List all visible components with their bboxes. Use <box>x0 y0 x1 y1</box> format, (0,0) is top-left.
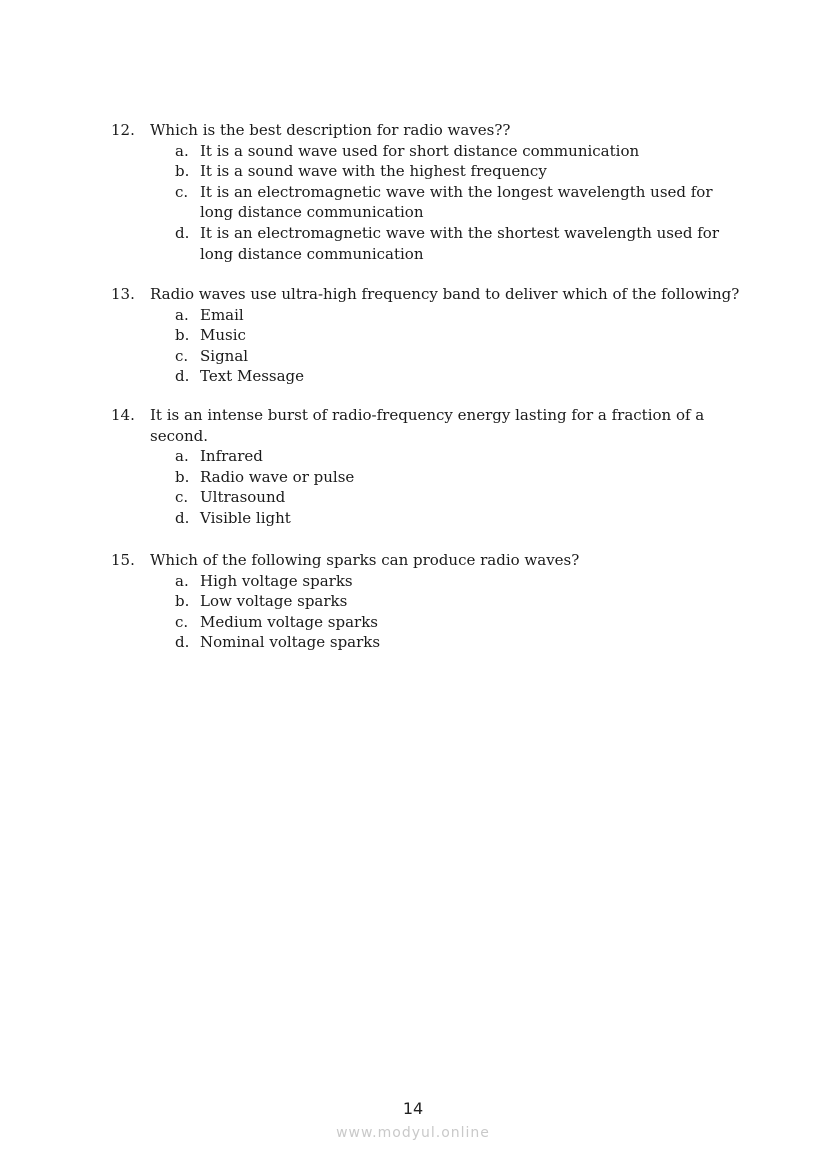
question-header <box>111 120 741 141</box>
question-number: 15. <box>111 551 135 569</box>
choice-letter: c. <box>175 612 189 631</box>
question-header <box>111 284 741 305</box>
choice-text: It is a sound wave used for short distance communication <box>200 141 640 160</box>
choice-list <box>111 141 741 265</box>
choice-item <box>175 305 741 326</box>
question-header <box>111 405 741 446</box>
choice-list <box>111 446 741 528</box>
choice-letter: a. <box>175 447 189 466</box>
question-text: It is an intense burst of radio-frequency energy lasting for a fraction of a second. <box>150 406 705 445</box>
question-text: Which is the best description for radio waves?? <box>150 121 511 139</box>
choice-letter: c. <box>175 488 189 507</box>
choice-item <box>175 161 741 182</box>
choice-letter: a. <box>175 305 189 324</box>
choice-letter: d. <box>175 223 190 242</box>
choice-text: Nominal voltage sparks <box>200 633 381 652</box>
choice-item <box>175 325 741 346</box>
choice-letter: b. <box>175 467 190 486</box>
choice-item <box>175 571 741 592</box>
question-15 <box>111 550 741 653</box>
question-13 <box>111 284 741 387</box>
choice-text: Infrared <box>200 447 263 466</box>
choice-item <box>175 508 741 529</box>
choice-item <box>175 346 741 367</box>
question-text: Radio waves use ultra-high frequency band to deliver which of the following? <box>150 285 740 303</box>
question-header <box>111 550 741 571</box>
choice-item <box>175 141 741 162</box>
choice-item <box>175 467 741 488</box>
choice-text: Medium voltage sparks <box>200 612 379 631</box>
choice-text: Text Message <box>200 367 305 386</box>
choice-text: Low voltage sparks <box>200 592 348 611</box>
choice-text: It is an electromagnetic wave with the longest wavelength used for long distance communication <box>200 182 713 222</box>
choice-list <box>111 305 741 387</box>
question-number: 12. <box>111 121 135 139</box>
question-text: Which of the following sparks can produce radio waves? <box>150 551 580 569</box>
choice-item <box>175 223 741 264</box>
choice-text: It is a sound wave with the highest frequency <box>200 162 547 181</box>
choice-item <box>175 366 741 387</box>
choice-letter: b. <box>175 592 190 611</box>
choice-letter: c. <box>175 182 189 201</box>
choice-text: Email <box>200 305 244 324</box>
choice-letter: d. <box>175 633 190 652</box>
choice-item <box>175 632 741 653</box>
question-14 <box>111 405 741 529</box>
choice-item <box>175 182 741 223</box>
choice-letter: b. <box>175 162 190 181</box>
question-number: 13. <box>111 285 135 303</box>
choice-letter: d. <box>175 367 190 386</box>
choice-text: High voltage sparks <box>200 571 353 590</box>
watermark-text: www.modyul.online <box>336 1125 490 1141</box>
choice-item <box>175 446 741 467</box>
question-number: 14. <box>111 406 135 424</box>
choice-letter: a. <box>175 141 189 160</box>
choice-text: Ultrasound <box>200 488 286 507</box>
choice-item <box>175 487 741 508</box>
choice-item <box>175 591 741 612</box>
choice-text: Music <box>200 326 246 345</box>
choice-letter: c. <box>175 346 189 365</box>
page-number: 14 <box>402 1099 424 1118</box>
choice-list <box>111 571 741 653</box>
choice-letter: a. <box>175 571 189 590</box>
choice-text: It is an electromagnetic wave with the shortest wavelength used for long distance communication <box>200 223 720 263</box>
choice-text: Radio wave or pulse <box>200 467 355 486</box>
choice-letter: b. <box>175 326 190 345</box>
choice-text: Signal <box>200 346 249 365</box>
question-12 <box>111 120 741 264</box>
choice-text: Visible light <box>200 508 291 527</box>
choice-letter: d. <box>175 508 190 527</box>
choice-item <box>175 612 741 633</box>
